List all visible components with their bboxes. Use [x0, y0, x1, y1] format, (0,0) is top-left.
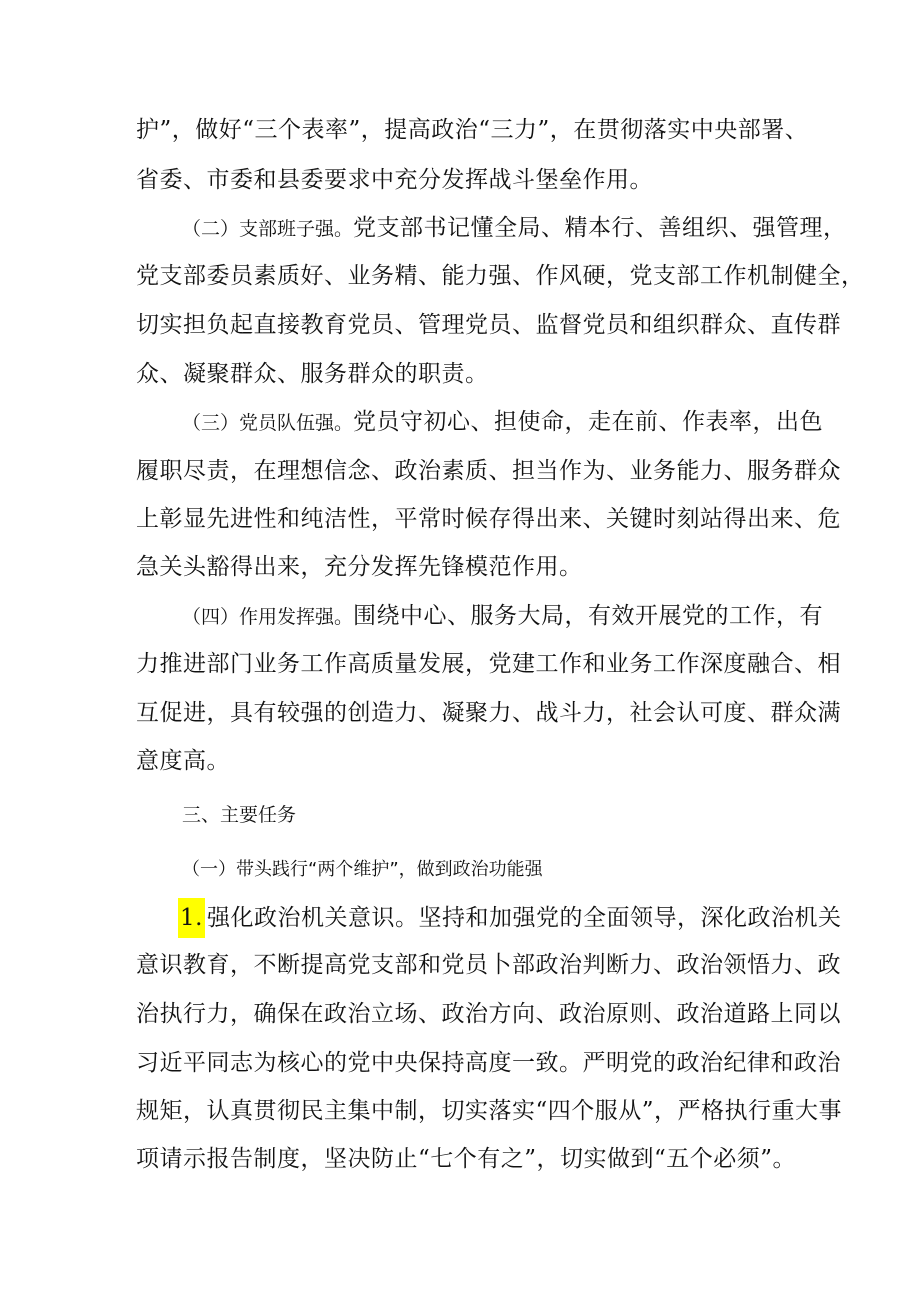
- subsection-heading: （一）带头践行“两个维护”，做到政治功能强: [182, 859, 543, 880]
- paragraph-line: 项请示报告制度，坚决防止“七个有之”，切实做到“五个必须”。: [136, 1146, 797, 1172]
- paragraph-line: 众、凝聚群众、服务群众的职责。: [136, 361, 489, 387]
- paragraph-line: 意识教育，不断提高党支部和党员卜部政治判断力、政治领悟力、政: [136, 952, 841, 978]
- paragraph-line: 党支部委员素质好、业务精、能力强、作风硬，党支部工作机制健全，: [136, 263, 865, 289]
- paragraph-line: [182, 402, 824, 442]
- section-heading: 三、主要任务: [182, 804, 297, 826]
- paragraph-text: 党支部书记懂全局、精本行、善组织、强管理，: [353, 215, 847, 241]
- paragraph-line: 互促进，具有较强的创造力、凝聚力、战斗力，社会认可度、群众满: [136, 700, 841, 726]
- item-heading: （二）支部班子强。: [182, 218, 354, 240]
- item-heading: （四）作用发挥强。: [182, 606, 354, 628]
- paragraph-line: 切实担负起直接教育党员、管理党员、监督党员和组织群众、直传群: [136, 312, 841, 338]
- item-heading: （三）党员队伍强。: [182, 412, 354, 434]
- paragraph-line: 急关头豁得出来，充分发挥先锋模范作用。: [136, 554, 583, 580]
- paragraph-line: 上彰显先进性和纯洁性，平常时候存得出来、关键时刻站得出来、危: [136, 506, 841, 532]
- paragraph-line: 护”，做好“三个表率”，提高政治“三力”，在贯彻落实中央部署、: [136, 117, 809, 143]
- paragraph-line: [182, 596, 824, 636]
- paragraph-line: 意度高。: [136, 748, 230, 774]
- paragraph-line: 规矩，认真贯彻民主集中制，切实落实“四个服从”，严格执行重大事: [136, 1098, 843, 1124]
- paragraph-text: 围绕中心、服务大局，有效开展党的工作，有: [353, 603, 824, 629]
- paragraph-line: 治执行力，确保在政治立场、政治方向、政治原则、政治道路上同以: [136, 1001, 841, 1027]
- paragraph-text: 强化政治机关意识。坚持和加强党的全面领导，深化政治机关: [206, 905, 842, 931]
- paragraph-line: 力推进部门业务工作高质量发展，党建工作和业务工作深度融合、相: [136, 651, 841, 677]
- paragraph-line: 履职尽责，在理想信念、政治素质、担当作为、业务能力、服务群众: [136, 458, 841, 484]
- paragraph-text: 党员守初心、担使命，走在前、作表率，出色: [353, 409, 824, 435]
- paragraph-line: 省委、市委和县委要求中充分发挥战斗堡垒作用。: [136, 167, 653, 193]
- paragraph-line: [182, 208, 847, 248]
- paragraph-line: [178, 898, 842, 938]
- paragraph-line: 习近平同志为核心的党中央保持高度一致。严明党的政治纪律和政治: [136, 1050, 841, 1076]
- item-number-highlight: 1.: [178, 898, 205, 938]
